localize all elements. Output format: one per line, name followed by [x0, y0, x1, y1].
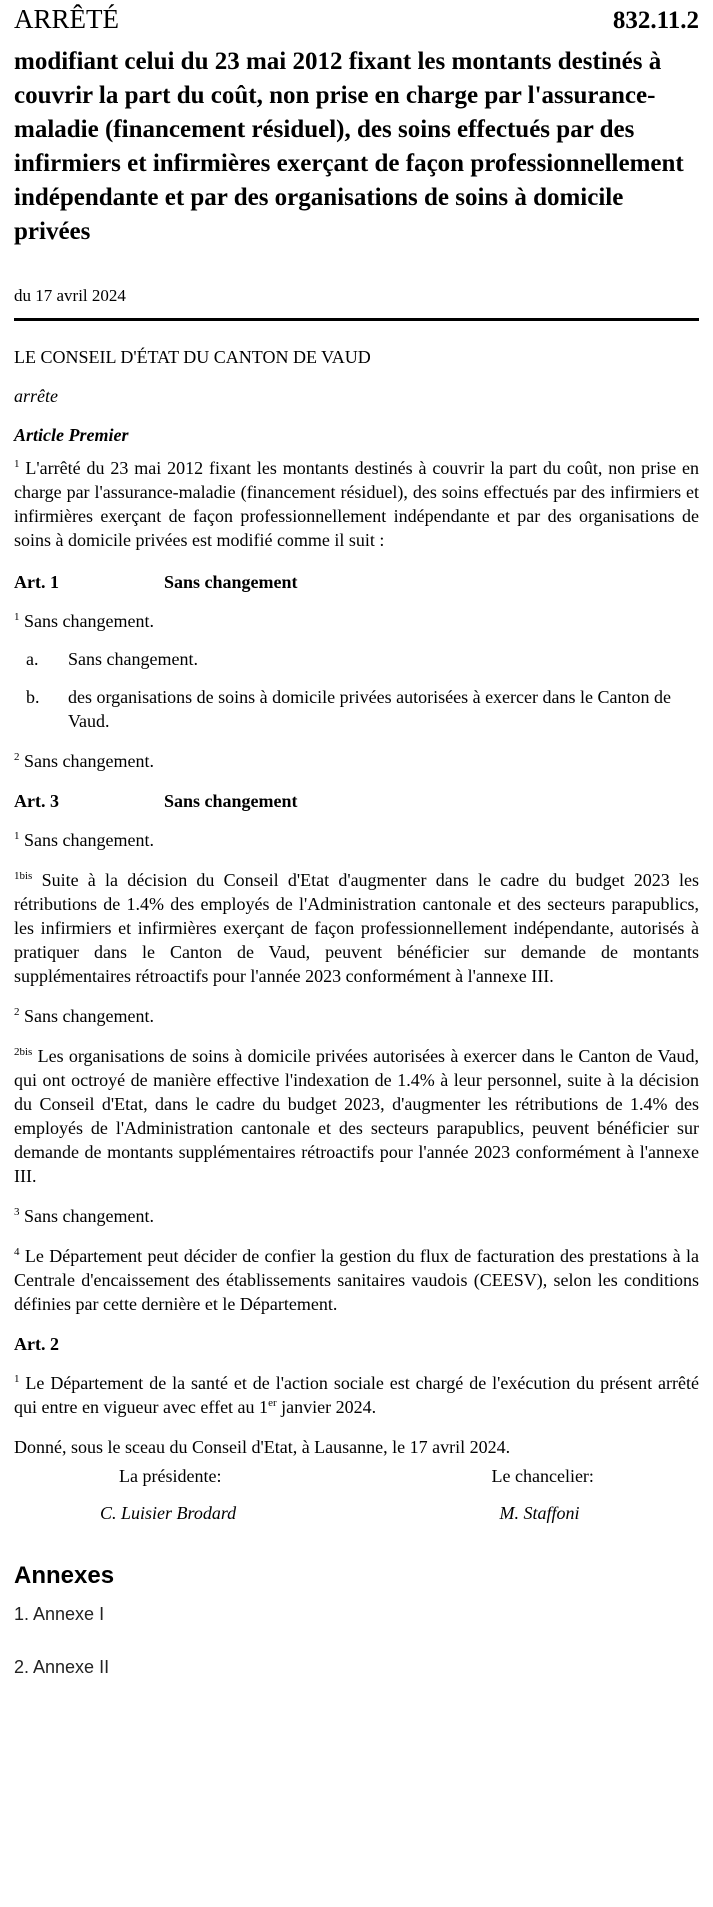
article-2-heading: [14, 1334, 699, 1355]
article-3-alinea-1: [14, 828, 699, 852]
alinea-text: L'arrêté du 23 mai 2012 fixant les montants destinés à couvrir la part du coût, non prise en charge par l'assurance-maladie (financement résiduel), des soins effectués par des infirmiers et infirmières exerçant de façon professionnellement indépendante et par des organisations de soins à domicile privées est modifié comme il suit :: [14, 458, 699, 550]
article-premier-heading: Article Premier: [14, 425, 129, 445]
article-premier-paragraph: [14, 456, 699, 552]
alinea-number: 2bis: [14, 1046, 33, 1058]
list-letter: b.: [26, 687, 40, 707]
article-1-alinea-1: [14, 609, 699, 633]
signatory-name-president: C. Luisier Brodard: [100, 1503, 237, 1523]
annex-link-2[interactable]: 2. Annexe II: [14, 1657, 110, 1677]
list-text: des organisations de soins à domicile privées autorisées à exercer dans le Canton de Vaud.: [68, 687, 671, 731]
alinea-text: Sans changement.: [24, 751, 154, 771]
ordinal-suffix: er: [268, 1397, 277, 1409]
signature-names: [14, 1503, 699, 1524]
list-item: [14, 685, 699, 733]
article-3-alinea-4: [14, 1244, 699, 1316]
signatory-name-chancellor: M. Staffoni: [499, 1503, 580, 1523]
annex-link-1[interactable]: 1. Annexe I: [14, 1604, 105, 1624]
article-3-heading: [14, 791, 699, 812]
article-3-alinea-1bis: [14, 868, 699, 988]
document-type: ARRÊTÉ: [14, 4, 119, 34]
alinea-number: 1: [14, 1373, 20, 1385]
alinea-number: 4: [14, 1246, 20, 1258]
alinea-text: Sans changement.: [24, 611, 154, 631]
alinea-number: 2: [14, 751, 20, 763]
alinea-text: Sans changement.: [24, 830, 154, 850]
council-name: LE CONSEIL D'ÉTAT DU CANTON DE VAUD: [14, 347, 371, 367]
list-text: Sans changement.: [68, 649, 198, 669]
alinea-text-end: janvier 2024.: [276, 1397, 377, 1417]
article-3-alinea-3: [14, 1204, 699, 1228]
alinea-text: Les organisations de soins à domicile privées autorisées à exercer dans le Canton de Vaud, qui ont octroyé de manière effective l'indexation de 1.4% à leur personnel, suite à la décision du Conseil d'Etat, dans le cadre du budget 2023, d'augmenter les rétributions de 1.4% des employés de l'Administration cantonale et des secteurs parapublics, peuvent bénéficier sur demande de montants supplémentaires rétroactifs pour l'année 2023 conformément à l'annexe III.: [14, 1046, 700, 1186]
document-header: [14, 4, 699, 35]
annexes-heading: Annexes: [14, 1562, 115, 1589]
article-3-alinea-2bis: [14, 1044, 699, 1188]
signature-given-line: Donné, sous le sceau du Conseil d'Etat, à Lausanne, le 17 avril 2024.: [14, 1437, 511, 1457]
signatory-role-president: La présidente:: [119, 1466, 222, 1486]
article-title: Sans changement: [164, 572, 298, 592]
alinea-text: Sans changement.: [24, 1006, 154, 1026]
article-1-heading: [14, 572, 699, 593]
alinea-text: Suite à la décision du Conseil d'Etat d'augmenter dans le cadre du budget 2023 les rétributions de 1.4% des employés de l'Administration cantonale et des secteurs parapublics, les infirmiers et infirmières exerçant de façon professionnellement indépendante, autorisés à pratiquer dans le Canton de Vaud, peuvent bénéficier sur demande de montants supplémentaires rétroactifs pour l'année 2023 conformément à l'annexe III.: [14, 870, 700, 986]
signature-roles: [14, 1466, 699, 1487]
decree-verb: arrête: [14, 386, 58, 406]
alinea-text: Le Département de la santé et de l'action sociale est chargé de l'exécution du présent arrêté qui entre en vigueur avec effet au 1: [14, 1373, 699, 1417]
alinea-number: 1: [14, 830, 20, 842]
article-3-alinea-2: [14, 1004, 699, 1028]
article-2-alinea-1: [14, 1371, 699, 1419]
alinea-number: 1: [14, 611, 20, 623]
article-number: Art. 1: [14, 572, 59, 592]
alinea-text: Sans changement.: [24, 1206, 154, 1226]
document-number: 832.11.2: [612, 7, 699, 34]
list-item: [14, 647, 699, 671]
list-letter: a.: [26, 649, 39, 669]
article-number: Art. 3: [14, 791, 59, 811]
alinea-number: 1: [14, 458, 20, 470]
article-number: Art. 2: [14, 1334, 59, 1354]
document-page: [14, 0, 699, 1678]
alinea-number: 2: [14, 1006, 20, 1018]
title-divider: [14, 318, 699, 321]
article-title: Sans changement: [164, 791, 298, 811]
alinea-number: 1bis: [14, 870, 33, 882]
document-date: du 17 avril 2024: [14, 286, 126, 305]
alinea-number: 3: [14, 1206, 20, 1218]
document-title: modifiant celui du 23 mai 2012 fixant les montants destinés à couvrir la part du coût, non prise en charge par l'assurance-maladie (financement résiduel), des soins effectués par des infirmiers et infirmières exerçant de façon professionnellement indépendante et par des organisations de soins à domicile privées: [14, 48, 684, 245]
signatory-role-chancellor: Le chancelier:: [491, 1466, 594, 1486]
article-1-alinea-2: [14, 749, 699, 773]
alinea-text: Le Département peut décider de confier la gestion du flux de facturation des prestations à la Centrale d'encaissement des établissements sanitaires vaudois (CEESV), selon les conditions définies par cette dernière et le Département.: [14, 1246, 699, 1314]
